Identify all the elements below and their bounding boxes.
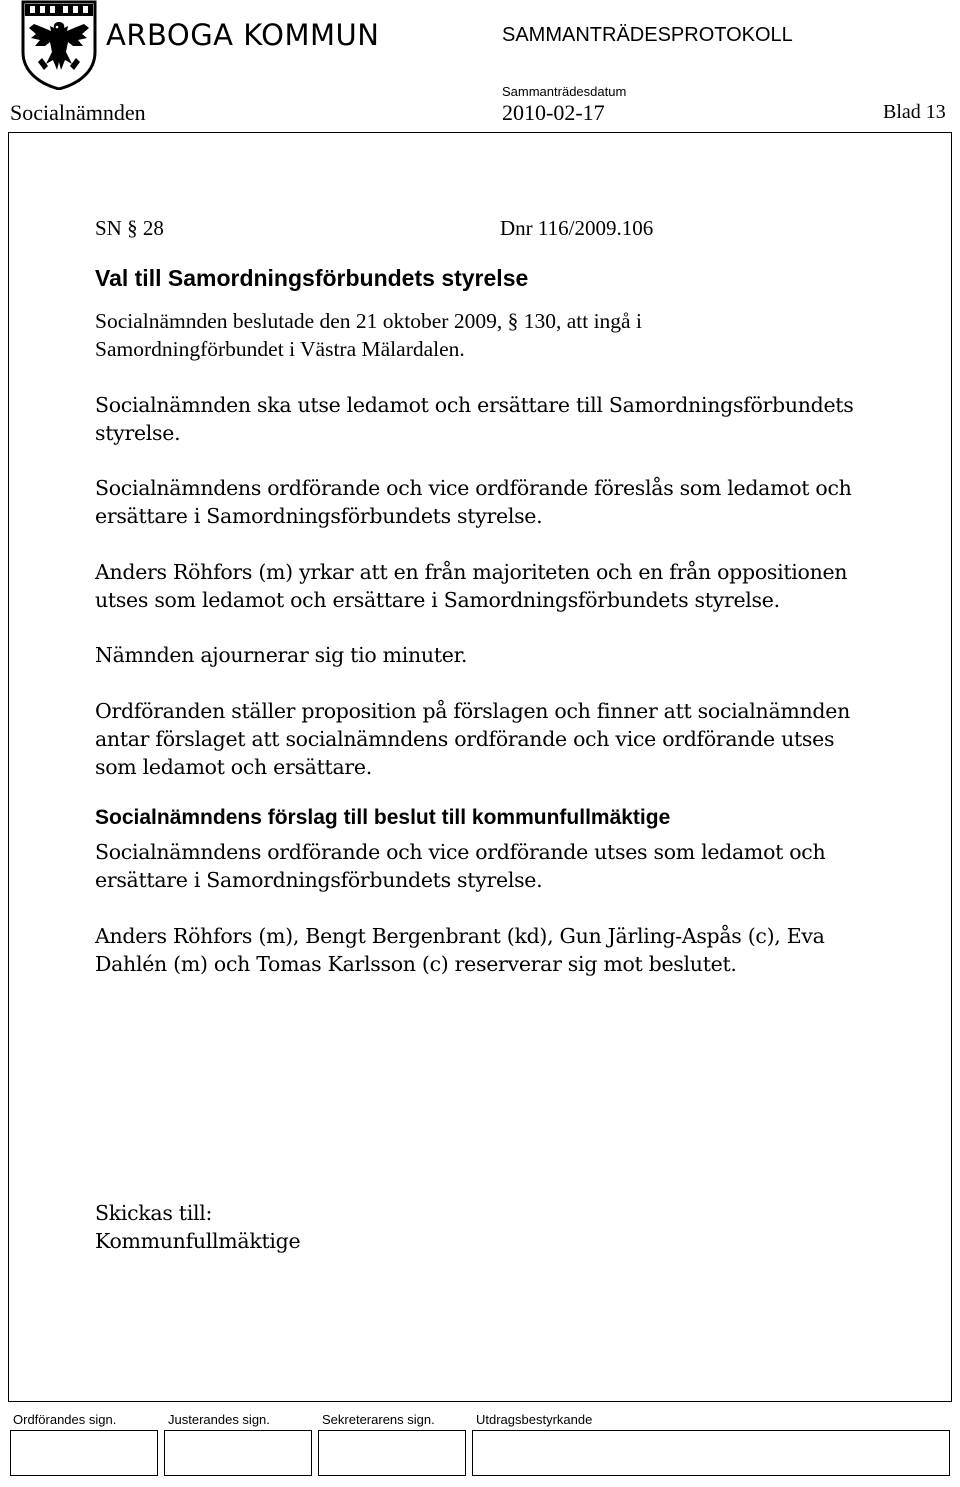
paragraph-proposal: Socialnämndens ordförande och vice ordförande föreslås som ledamot och ersättare i Samordningsförbundets styrelse. bbox=[95, 476, 852, 528]
arboga-coat-of-arms-icon bbox=[20, 0, 98, 90]
document-type: SAMMANTRÄDESPROTOKOLL bbox=[502, 24, 793, 46]
secretary-signature-label: Sekreterarens sign. bbox=[322, 1412, 435, 1427]
adjuster-signature-label: Justerandes sign. bbox=[168, 1412, 270, 1427]
paragraph-proposition: Ordföranden ställer proposition på förslagen och finner att socialnämnden antar förslaget att socialnämndens ordförande och vice ordförande utses som ledamot och ersättare. bbox=[95, 699, 850, 779]
proposal-text: Socialnämndens ordförande och vice ordförande utses som ledamot och ersättare i Samordningsförbundets styrelse. bbox=[95, 840, 826, 892]
page-number: Blad 13 bbox=[883, 101, 946, 123]
chair-signature-box bbox=[10, 1430, 158, 1476]
org-name: ARBOGA KOMMUN bbox=[106, 18, 380, 52]
section-number: SN § 28 bbox=[95, 216, 164, 240]
paragraph-appointment: Socialnämnden ska utse ledamot och ersättare till Samordningsförbundets styrelse. bbox=[95, 393, 854, 445]
reservation-text: Anders Röhfors (m), Bengt Bergenbrant (kd), Gun Järling-Aspås (c), Eva Dahlén (m) och Tomas Karlsson (c) reserverar sig mot beslutet. bbox=[95, 924, 825, 976]
paragraph-motion: Anders Röhfors (m) yrkar att en från majoriteten och en från oppositionen utses som ledamot och ersättare i Samordningsförbundets styrelse. bbox=[95, 560, 848, 612]
certification-box bbox=[472, 1430, 950, 1476]
committee-name: Socialnämnden bbox=[10, 100, 146, 125]
send-to-label: Skickas till: bbox=[95, 1201, 213, 1225]
adjuster-signature-box bbox=[164, 1430, 312, 1476]
chair-signature-label: Ordförandes sign. bbox=[13, 1412, 117, 1427]
date-label: Sammanträdesdatum bbox=[502, 84, 627, 99]
paragraph-decision-history: Socialnämnden beslutade den 21 oktober 2009, § 130, att ingå i Samordningförbundet i Västra Mälardalen. bbox=[95, 309, 642, 361]
meeting-date: 2010-02-17 bbox=[502, 100, 605, 125]
proposal-heading: Socialnämndens förslag till beslut till kommunfullmäktige bbox=[95, 806, 671, 829]
certification-label: Utdragsbestyrkande bbox=[476, 1412, 593, 1427]
page-title: Val till Samordningsförbundets styrelse bbox=[95, 265, 529, 291]
send-to-recipient: Kommunfullmäktige bbox=[95, 1229, 301, 1253]
secretary-signature-box bbox=[318, 1430, 466, 1476]
paragraph-adjournment: Nämnden ajournerar sig tio minuter. bbox=[95, 643, 468, 667]
diarienummer: Dnr 116/2009.106 bbox=[500, 216, 654, 240]
